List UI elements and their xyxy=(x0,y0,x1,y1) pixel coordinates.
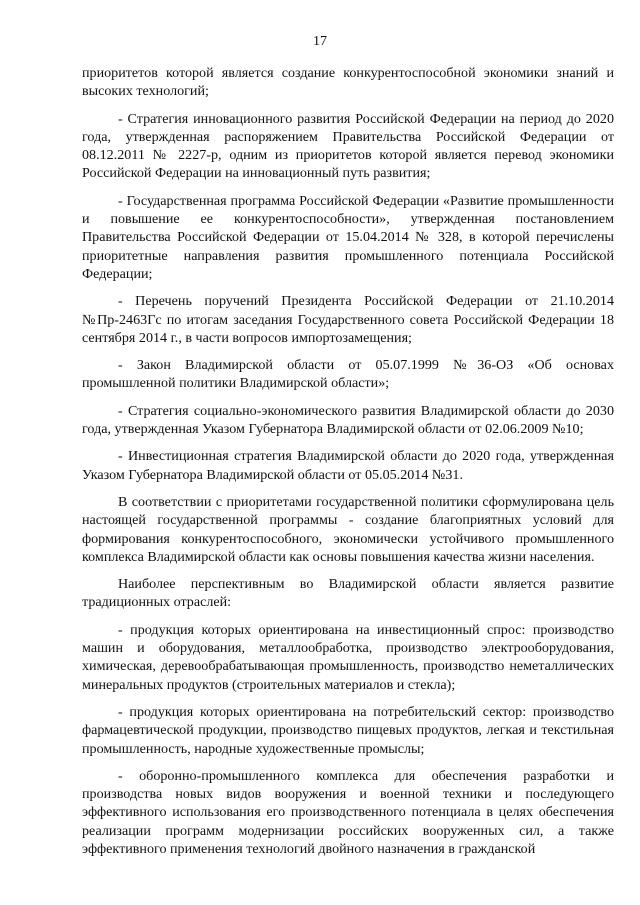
paragraph: В соответствии с приоритетами государственной политики сформулирована цель настоящей государственной программы - создание благоприятных условий для формирования конкурентоспособного, экономически устойчивого промышленного комплекса Владимирской области как основы повышения качества жизни населения. xyxy=(82,493,614,565)
paragraph: Наиболее перспективным во Владимирской области является развитие традиционных отраслей: xyxy=(82,576,614,611)
body-text xyxy=(82,64,614,867)
page-number: 17 xyxy=(313,34,327,49)
paragraph: - Перечень поручений Президента Российской Федерации от 21.10.2014 №Пр-2463Гс по итогам заседания Государственного совета Российской Федерации 18 сентября 2014 г., в части вопросов импортозамещения; xyxy=(82,293,614,346)
paragraph: - Закон Владимирской области от 05.07.1999 №36-ОЗ «Об основах промышленной политики Владимирской области»; xyxy=(82,357,614,392)
paragraph: - Инвестиционная стратегия Владимирской области до 2020 года, утвержденная Указом Губернатора Владимирской области от 05.05.2014 №31. xyxy=(82,448,614,483)
paragraph: - Государственная программа Российской Федерации «Развитие промышленности и повышение ее конкурентоспособности», утвержденная постановлением Правительства Российской Федерации от 15.04.2014 № 328, в которой перечислены приоритетные направления развития промышленного потенциала Российской Федерации; xyxy=(82,192,614,282)
paragraph: - продукция которых ориентирована на инвестиционный спрос: производство машин и оборудования, металлообработка, производство электрооборудования, химическая, деревообрабатывающая промышленность, производство неметаллических минеральных продуктов (строительных материалов и стекла); xyxy=(82,621,614,693)
paragraph: - Стратегия социально-экономического развития Владимирской области до 2030 года, утвержденная Указом Губернатора Владимирской области от 02.06.2009 №10; xyxy=(82,402,614,438)
paragraph: - продукция которых ориентирована на потребительский сектор: производство фармацевтической продукции, производство пищевых продуктов, легкая и текстильная промышленность, народные художественные промыслы; xyxy=(82,703,614,757)
paragraph: - Стратегия инновационного развития Российской Федерации на период до 2020 года, утвержденная распоряжением Правительства Российской Федерации от 08.12.2011 № 2227-р, одним из приоритетов которой является перевод экономики Российской Федерации на инновационный путь развития; xyxy=(82,110,614,182)
paragraph: приоритетов которой является создание конкурентоспособной экономики знаний и высоких технологий; xyxy=(82,65,614,100)
paragraph: - оборонно-промышленного комплекса для обеспечения разработки и производства новых видов вооружения и военной техники и последующего эффективного использования его производственного потенциала в целях обеспечения реализации программ модернизации российских вооруженных сил, а также эффективного применения технологий двойного назначения в гражданской xyxy=(82,767,614,857)
